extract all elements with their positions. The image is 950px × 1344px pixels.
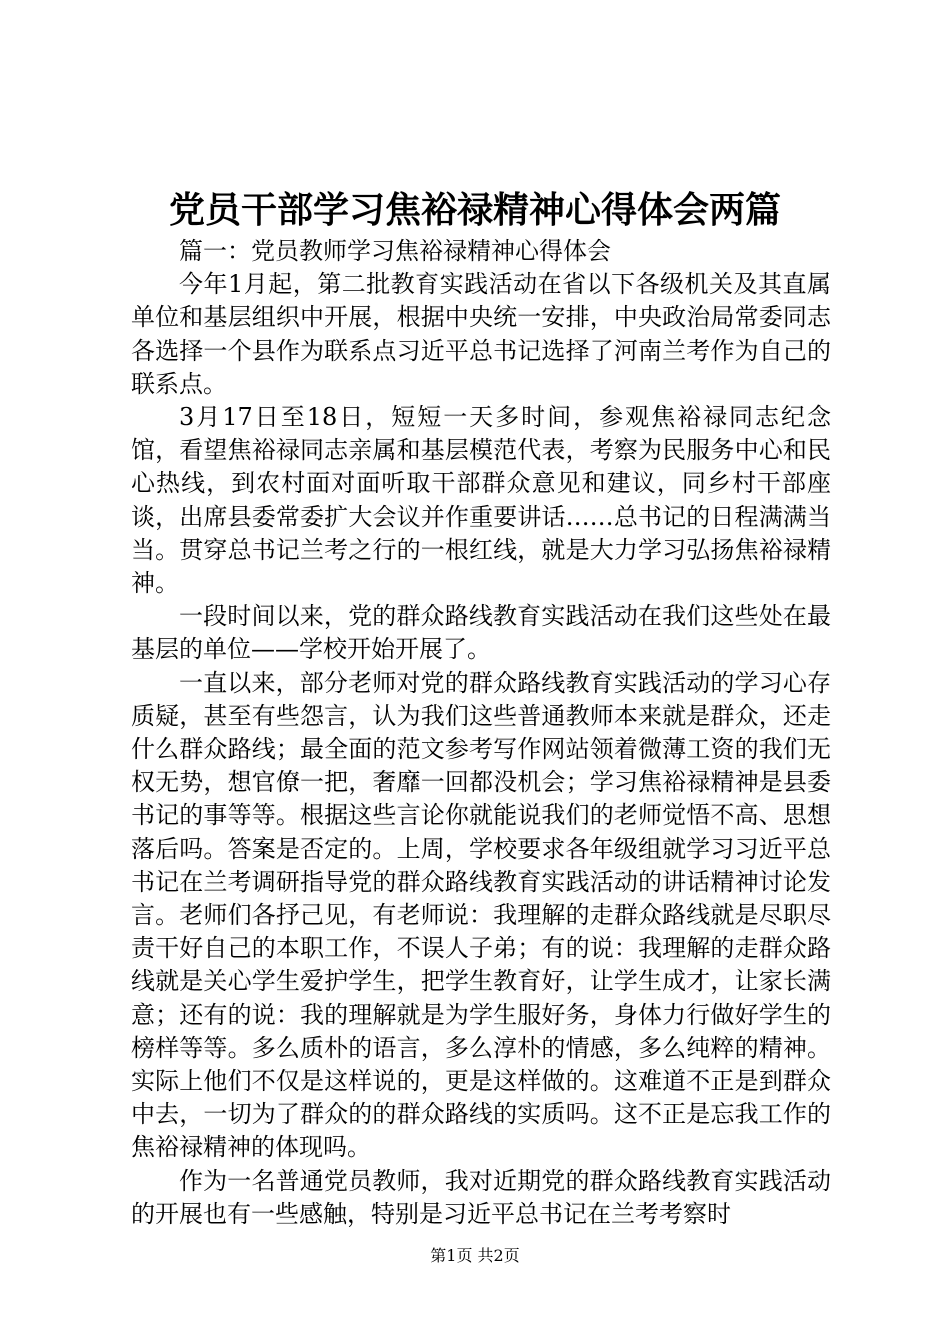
paragraph-subtitle: 篇一：党员教师学习焦裕禄精神心得体会 bbox=[179, 237, 611, 265]
page-footer: 第1页 共2页 bbox=[430, 1246, 520, 1265]
document-title: 党员干部学习焦裕禄精神心得体会两篇 bbox=[168, 189, 781, 231]
paragraph: 作为一名普通党员教师，我对近期党的群众路线教育实践活动的开展也有一些感触，特别是习近平总书记在兰考考察时 bbox=[131, 1166, 831, 1228]
paragraph: 一段时间以来，党的群众路线教育实践活动在我们这些处在最基层的单位——学校开始开展了。 bbox=[131, 602, 831, 664]
paragraph: 今年1月起，第二批教育实践活动在省以下各级机关及其直属单位和基层组织中开展，根据中央统一安排，中央政治局常委同志各选择一个县作为联系点习近平总书记选择了河南兰考作为自己的联系点。 bbox=[131, 270, 831, 398]
paragraph: 3月17日至18日，短短一天多时间，参观焦裕禄同志纪念馆，看望焦裕禄同志亲属和基层模范代表，考察为民服务中心和民心热线，到农村面对面听取干部群众意见和建议，同乡村干部座谈，出席县委常委扩大会议并作重要讲话……总书记的日程满满当当。贯穿总书记兰考之行的一根红线，就是大力学习弘扬焦裕禄精神。 bbox=[131, 403, 831, 598]
document-body bbox=[131, 235, 831, 1231]
paragraph: 一直以来，部分老师对党的群众路线教育实践活动的学习心存质疑，甚至有些怨言，认为我们这些普通教师本来就是群众，还走什么群众路线；最全面的范文参考写作网站领着微薄工资的我们无权无势，想官僚一把，奢靡一回都没机会；学习焦裕禄精神是县委书记的事等等。根据这些言论你就能说我们的老师觉悟不高、思想落后吗。答案是否定的。上周，学校要求各年级组就学习习近平总书记在兰考调研指导党的群众路线教育实践活动的讲话精神讨论发言。老师们各抒己见，有老师说：我理解的走群众路线就是尽职尽责干好自己的本职工作，不误人子弟；有的说：我理解的走群众路线就是关心学生爱护学生，把学生教育好，让学生成才，让家长满意；还有的说：我的理解就是为学生服好务，身体力行做好学生的榜样等等。多么质朴的语言，多么淳朴的情感，多么纯粹的精神。实际上他们不仅是这样说的，更是这样做的。这难道不正是到群众中去，一切为了群众的的群众路线的实质吗。这不正是忘我工作的焦裕禄精神的体现吗。 bbox=[131, 668, 831, 1162]
